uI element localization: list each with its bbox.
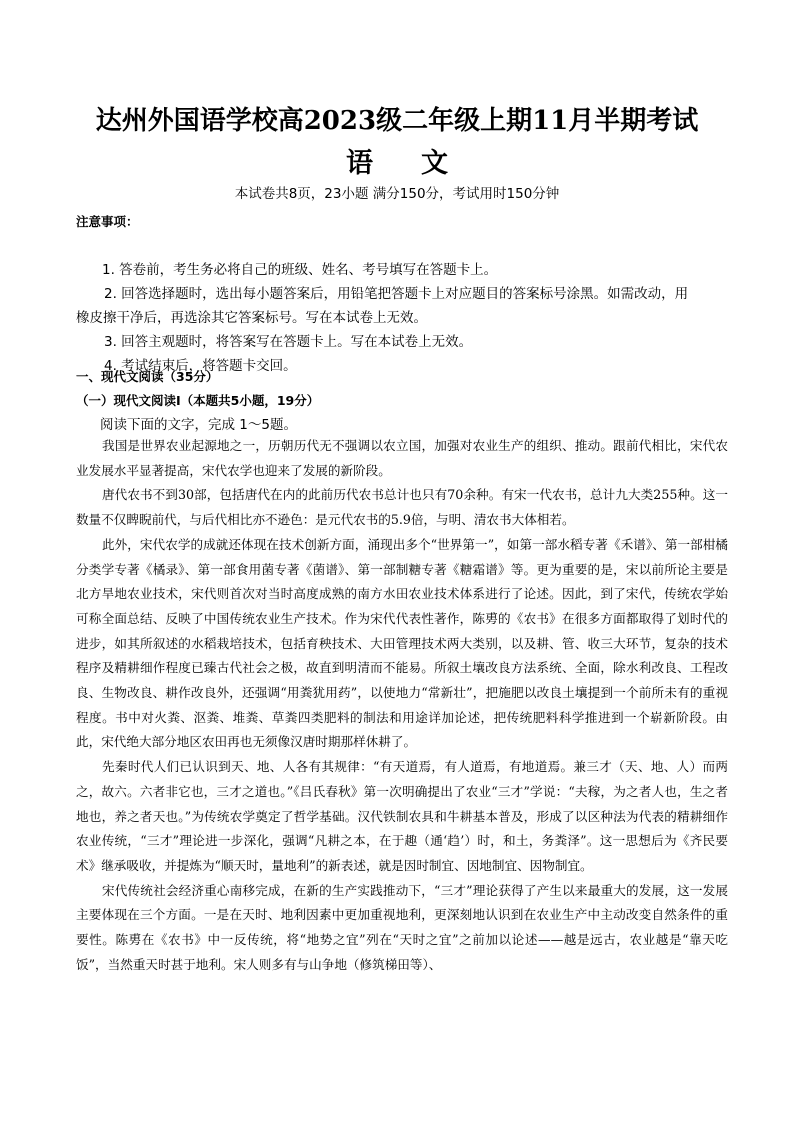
subsection-heading: （一）现代文阅读Ⅰ（本题共5小题，19分） <box>76 393 320 408</box>
exam-title: 达州外国语学校高2023级二年级上期11月半期考试 <box>95 106 699 136</box>
exam-meta: 本试卷共8页，23小题 满分150分，考试用时150分钟 <box>234 186 560 202</box>
passage-paragraph-2: 唐代农书不到30部，包括唐代在内的此前历代农书总计也只有70余种。有宋一代农书，总计九大类255种。这一数量不仅睥睨前代，与后代相比亦不逊色：是元代农书的5.9倍，与明、清农书大体相若。 <box>76 487 728 528</box>
notice-item-3: 3. 回答主观题时，将答案写在答题卡上。写在本试卷上无效。 <box>104 334 473 350</box>
notice-heading: 注意事项： <box>76 214 139 229</box>
notice-item-1: 1. 答卷前，考生务必将自己的班级、姓名、考号填写在答题卡上。 <box>102 262 498 278</box>
subject-char-1: 语 <box>346 148 373 179</box>
passage-paragraph-4: 先秦时代人们已认识到天、地、人各有其规律：“有天道焉，有人道焉，有地道焉。兼三才（天、地、人）而两之，故六。六者非它也，三才之道也。”《吕氏春秋》第一次明确提出了农业“三才”学说：“夫稼，为之者人也，生之者地也，养之者天也。”为传统农学奠定了哲学基础。汉代铁制农具和牛耕基本普及，形成了以区种法为代表的精耕细作农业传统，“三才”理论进一步深化，强调“凡耕之本，在于趣（通‘趋’）时，和土，务粪泽”。这一思想后为《齐民要术》继承吸收，并提炼为“顺天时，量地利”的新表述，就是因时制宜、因地制宜、因物制宜。 <box>76 759 728 873</box>
notice-item-2-cont: 橡皮擦干净后，再选涂其它答案标号。写在本试卷上无效。 <box>76 310 427 326</box>
reading-passage <box>76 434 728 977</box>
notice-item-4: 4. 考试结束后，将答题卡交回。 <box>104 358 297 374</box>
subject-char-2: 文 <box>421 148 448 179</box>
section-heading: 一、现代文阅读（35分） <box>76 369 219 384</box>
reading-instruction: 阅读下面的文字，完成 1～5题。 <box>100 417 297 433</box>
subject-title <box>0 141 794 180</box>
passage-paragraph-5: 宋代传统社会经济重心南移完成，在新的生产实践推动下，“三才”理论获得了产生以来最重大的发展，这一发展主要体现在三个方面。一是在天时、地利因素中更加重视地利，更深刻地认识到在农业生产中主动改变自然条件的重要性。陈旉在《农书》中一反传统，将“地势之宜”列在“天时之宜”之前加以论述——越是远古，农业越是“靠天吃饭”，当然重天时甚于地利。宋人则多有与山争地（修筑梯田等）、 <box>76 882 728 972</box>
notice-item-2: 2. 回答选择题时，选出每小题答案后，用铅笔把答题卡上对应题目的答案标号涂黑。如需改动，用 <box>104 286 689 302</box>
passage-paragraph-1: 我国是世界农业起源地之一，历朝历代无不强调以农立国，加强对农业生产的组织、推动。跟前代相比，宋代农业发展水平显著提高，宋代农学也迎来了发展的新阶段。 <box>76 438 728 478</box>
passage-paragraph-3: 此外，宋代农学的成就还体现在技术创新方面，涌现出多个“世界第一”，如第一部水稻专著《禾谱》、第一部柑橘分类学专著《橘录》、第一部食用菌专著《菌谱》、第一部制糖专著《糖霜谱》等。更为重要的是，宋以前所论主要是北方旱地农业技术，宋代则首次对当时高度成熟的南方水田农业技术体系进行了论述。因此，到了宋代，传统农学始可称全面总结、反映了中国传统农业生产技术。作为宋代代表性著作，陈旉的《农书》在很多方面都取得了划时代的进步，如其所叙述的水稻栽培技术，包括育秧技术、大田管理技术两大类别，以及耕、管、收三大环节，复杂的技术程序及精耕细作程度已臻古代社会之极，故直到明清而不能易。所叙土壤改良方法系统、全面，除水利改良、工程改良、生物改良、耕作改良外，还强调“用粪犹用药”，以使地力“常新壮”，把施肥以改良土壤提到一个前所未有的重视程度。书中对火粪、沤粪、堆粪、草粪四类肥料的制法和用途详加论述，把传统肥料科学推进到一个崭新阶段。由此，宋代绝大部分地区农田再也无须像汉唐时期那样休耕了。 <box>76 536 728 750</box>
